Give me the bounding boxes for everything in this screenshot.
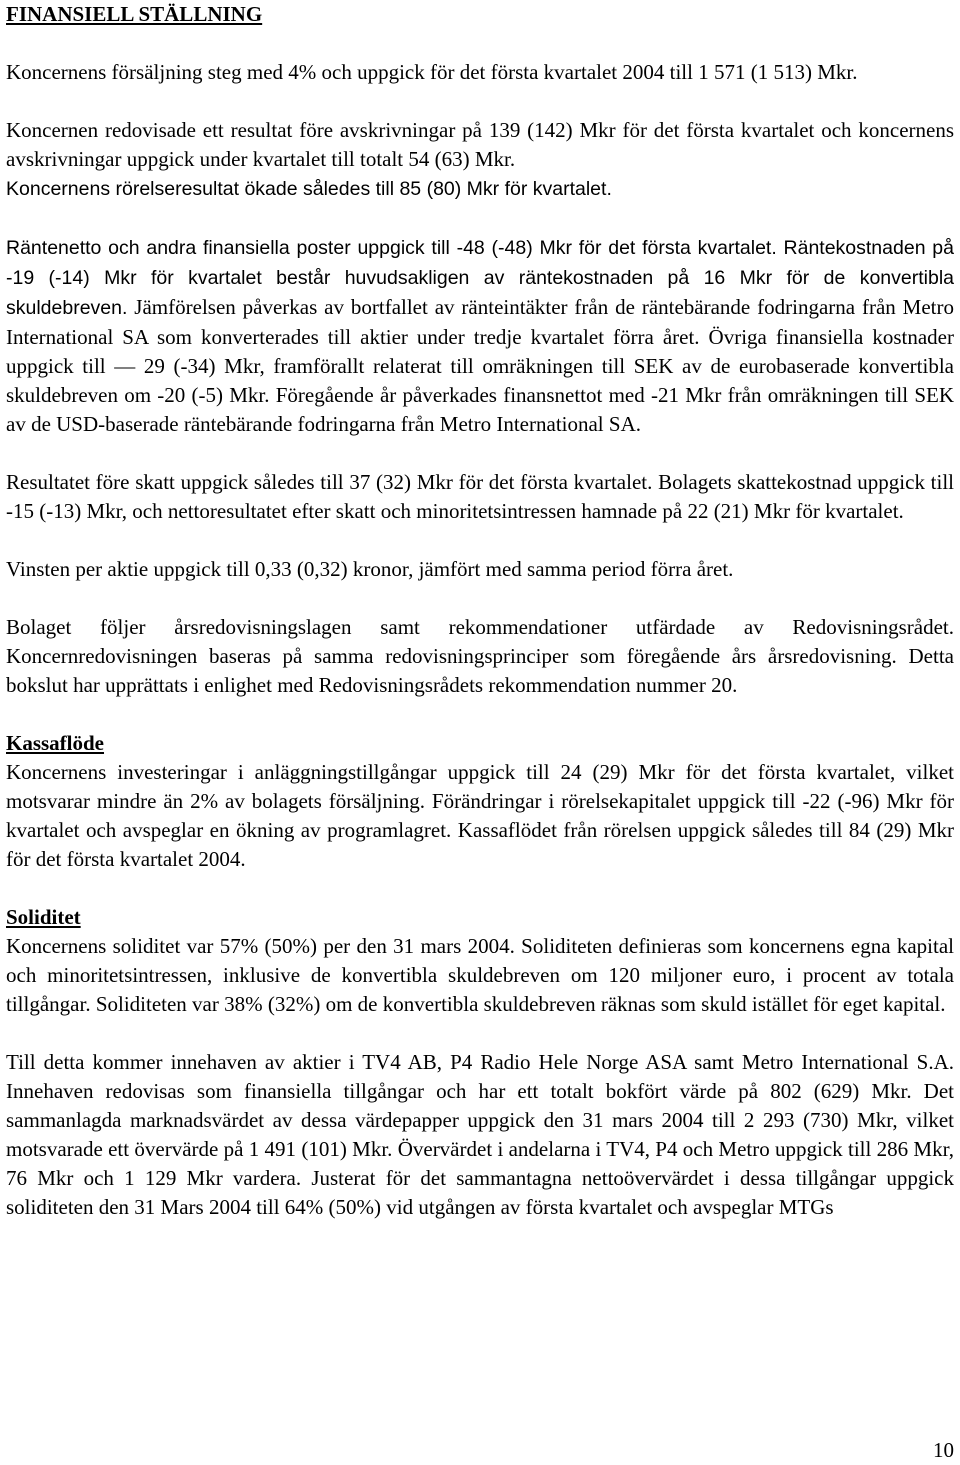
- paragraph-kassaflode: Koncernens investeringar i anläggningstillgångar uppgick till 24 (29) Mkr för det första kvartalet, vilket motsvarar mindre än 2% av bolagets försäljning. Förändringar i rörelsekapitalet uppgick till -22 (-96) Mkr för kvartalet och avspeglar en ökning av programlagret. Kassaflödet från rörelsen uppgick således till 84 (29) Mkr för det första kvartalet 2004.: [6, 760, 954, 871]
- spacer: [6, 204, 954, 233]
- spacer: [6, 439, 954, 468]
- spacer: [6, 700, 954, 729]
- paragraph-pretax: Resultatet före skatt uppgick således till 37 (32) Mkr för det första kvartalet. Bolagets skattekostnad uppgick till -15 (-13) Mkr, och nettoresultatet efter skatt och minoritetsintressen hamnade på 22 (21) Mkr för kvartalet.: [6, 470, 954, 523]
- spacer: [6, 526, 954, 555]
- paragraph-results-text: Koncernen redovisade ett resultat före avskrivningar på 139 (142) Mkr för det första kvartalet och koncernens avskrivningar uppgick under kvartalet till totalt 54 (63) Mkr.: [6, 118, 954, 171]
- paragraph-interest-intro: Räntenetto och andra finansiella poster uppgick till -48 (-48) Mkr för det första kvartalet. Räntekostnaden på -19 (-14) Mkr för kvartalet består huvudsakligen av räntekostnaden på 16 Mkr för de konvertibla skuldebreven.: [6, 237, 954, 319]
- document-title: FINANSIELL STÄLLNING: [6, 2, 263, 26]
- paragraph-sales: Koncernens försäljning steg med 4% och uppgick för det första kvartalet 2004 till 1 571 (1 513) Mkr.: [6, 60, 858, 84]
- page-number: 10: [933, 1438, 954, 1462]
- heading-kassaflode: Kassaflöde: [6, 731, 105, 755]
- paragraph-interest-rest: Jämförelsen påverkas av bortfallet av ränteintäkter från de räntebärande fodringarna från Metro International SA som konverterades till aktier under tredje kvartalet förra året. Övriga finansiella kostnader uppgick till — 29 (-34) Mkr, framförallt relaterat till omräkningen till SEK av de eurobaserade konvertibla skuldebreven om -20 (-5) Mkr. Föregående år påverkades finansnettot med -21 Mkr från omräkningen till SEK av de USD-baserade räntebärande fodringarna från Metro International SA.: [6, 295, 954, 436]
- paragraph-holdings: Till detta kommer innehaven av aktier i TV4 AB, P4 Radio Hele Norge ASA samt Metro International S.A. Innehaven redovisas som finansiella tillgångar och har ett totalt bokfört värde på 802 (629) Mkr. Det sammanlagda marknadsvärdet av dessa värdepapper uppgick den 31 mars 2004 till 2 293 (730) Mkr, vilket motsvarade ett övervärde på 1 491 (101) Mkr. Övervärdet i andelarna i TV4, P4 och Metro uppgick till 286 Mkr, 76 Mkr och 1 129 Mkr vardera. Justerat för det sammantagna nettoövervärdet i dessa tillgångar uppgick soliditeten den 31 Mars 2004 till 64% (50%) vid utgången av första kvartalet och avspeglar MTGs: [6, 1050, 954, 1219]
- paragraph-accounting: Bolaget följer årsredovisningslagen samt rekommendationer utfärdade av Redovisningsrådet. Koncernredovisningen baseras på samma redovisningsprinciper som föregående års årsredovisning. Detta bokslut har upprättats i enlighet med Redovisningsrådets rekommendation nummer 20.: [6, 615, 954, 697]
- paragraph-eps: Vinsten per aktie uppgick till 0,33 (0,32) kronor, jämfört med samma period förra året.: [6, 557, 734, 581]
- spacer: [6, 874, 954, 903]
- spacer: [6, 584, 954, 613]
- spacer: [6, 29, 954, 58]
- paragraph-operating-result: Koncernens rörelseresultat ökade således till 85 (80) Mkr för kvartalet.: [6, 178, 612, 200]
- spacer: [6, 87, 954, 116]
- paragraph-soliditet: Koncernens soliditet var 57% (50%) per den 31 mars 2004. Soliditeten definieras som koncernens egna kapital och minoritetsintressen, inklusive de konvertibla skuldebreven om 120 miljoner euro, i procent av totala tillgångar. Soliditeten var 38% (32%) om de konvertibla skuldebreven räknas som skuld istället för eget kapital.: [6, 934, 954, 1016]
- paragraph-results: [6, 116, 954, 204]
- paragraph-interest: [6, 233, 954, 439]
- spacer: [6, 1019, 954, 1048]
- heading-soliditet: Soliditet: [6, 905, 81, 929]
